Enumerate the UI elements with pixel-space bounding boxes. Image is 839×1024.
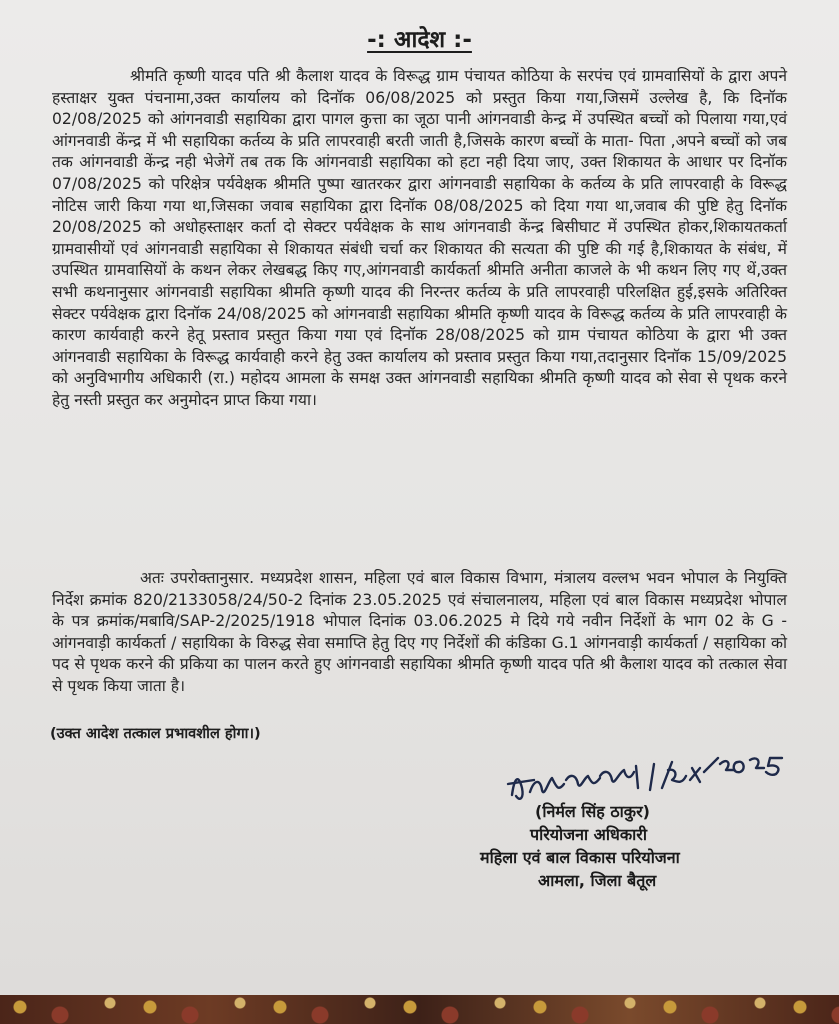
signatory-office: महिला एवं बाल विकास परियोजना (480, 848, 680, 867)
signatory-block (470, 800, 730, 892)
signatory-location: आमला, जिला बैतूल (538, 871, 657, 890)
body-paragraph-1: श्रीमति कृष्णी यादव पति श्री कैलाश यादव के विरूद्ध ग्राम पंचायत कोठिया के सरपंच एवं ग्रामवासियों के द्वारा अपने हस्ताक्षर युक्त पंचनामा,उक्त कार्यालय को दिनॉक 06/08/2025 को प्रस्तुत किया गया,जिसमें उल्लेख है, कि दिनॉक 02/08/2025 को आंगनवाडी सहायिका द्वारा पागल कुत्ता का जूठा पानी आंगनवाडी केन्द्र में उपस्थित बच्चों को पिलाया गया,एवं आंगनवाडी केंन्द्र में भी सहायिका कर्तव्य के प्रति लापरवाही बरती जाती है,जिसके कारण बच्चों के माता- पिता ,अपने बच्चों को जब तक आंगनवाडी केंन्द्र नही भेजेगें तब तक कि आंगनवाडी सहायिका को हटा नही दिया जाए, उक्त शिकायत के आधार पर दिनॉक 07/08/2025 को परिक्षेत्र पर्यवेक्षक श्रीमति पुष्पा खातरकर द्वारा आंगनवाडी सहायिका के कर्तव्य के प्रति लापरवाही के विरूद्ध नोटिस जारी किया गया था,जिसका जवाब सहायिका द्वारा दिनॉक 08/08/2025 को दिया गया था,जवाब की पुष्टि हेतु दिनॉक 20/08/2025 को अधोहस्ताक्षर कर्ता दो सेक्टर पर्यवेक्षक के साथ आंगनवाडी केंन्द्र बिसीघाट में उपस्थित होकर,शिकायतकर्ता ग्रामवासीयों एवं आंगनवाडी सहायिका से शिकायत संबंधी चर्चा कर शिकायत की सत्यता की पुष्टि की गई है,शिकायत के संबंध, में उपस्थित ग्रामवासियों के कथन लेकर लेखबद्ध किए गए,आंगनवाडी कार्यकर्ता श्रीमति अनीता काजले के भी कथन लिए गए थें,उक्त सभी कथनानुसार आंगनवाडी सहायिका श्रीमति कृष्णी यादव की निरन्तर कर्तव्य के प्रति लापरवाही परिलक्षित हुई,इसके अतिरिक्त सेक्टर पर्यवेक्षक द्वारा दिनॉक 24/08/2025 को आंगनवाडी सहायिका श्रीमति कृष्णी यादव के विरूद्ध कर्तव्य के प्रति लापरवाही के कारण कार्यवाही करने हेतू प्रस्ताव प्रस्तुत किया गया एवं दिनॉक 28/08/2025 को ग्राम पंचायत कोठिया के द्वारा भी उक्त आंगनवाडी सहायिका के विरूद्ध कार्यवाही करने हेतु उक्त कार्यालय को प्रस्ताव प्रस्तुत किया गया,तदानुसार दिनॉक 15/09/2025 को अनुविभागीय अधिकारी (रा.) महोदय आमला के समक्ष उक्त आंगनवाडी सहायिका श्रीमति कृष्णी यादव को सेवा से पृथक करने हेतु नस्ती प्रस्तुत कर अनुमोदन प्राप्त किया गया। (52, 67, 787, 409)
closing-note: (उक्त आदेश तत्काल प्रभावशील होगा।) (50, 725, 261, 742)
body-paragraph-2: अतः उपरोक्तानुसार. मध्यप्रदेश शासन, महिला एवं बाल विकास विभाग, मंत्रालय वल्लभ भवन भोपाल के नियुक्ति निर्देश क्रमांक 820/2133058/24/50-2 दिनांक 23.05.2025 एवं संचालनालय, महिला एवं बाल विकास मध्यप्रदेश भोपाल के पत्र क्रमांक/मबावि/SAP-2/2025/1918 भोपाल दिनांक 03.06.2025 मे दिये गये नवीन निर्देशों के भाग 02 के G - आंगनवाड़ी कार्यकर्ता / सहायिका के विरुद्ध सेवा समाप्ति हेतु दिए गए निर्देशों की कंडिका G.1 आंगनवाड़ी कार्यकर्ता / सहायिका को पद से पृथक करने की प्रकिया का पालन करते हुए आंगनवाडी सहायिका श्रीमति कृष्णी यादव पति श्री कैलाश यादव को तत्काल सेवा से पृथक किया जाता है। (52, 569, 787, 695)
document-title (0, 22, 839, 54)
background-cloth (0, 995, 839, 1024)
signatory-name: (निर्मल सिंह ठाकुर) (535, 802, 650, 821)
signatory-designation: परियोजना अधिकारी (530, 825, 647, 844)
title-text: -: आदेश :- (367, 27, 472, 53)
